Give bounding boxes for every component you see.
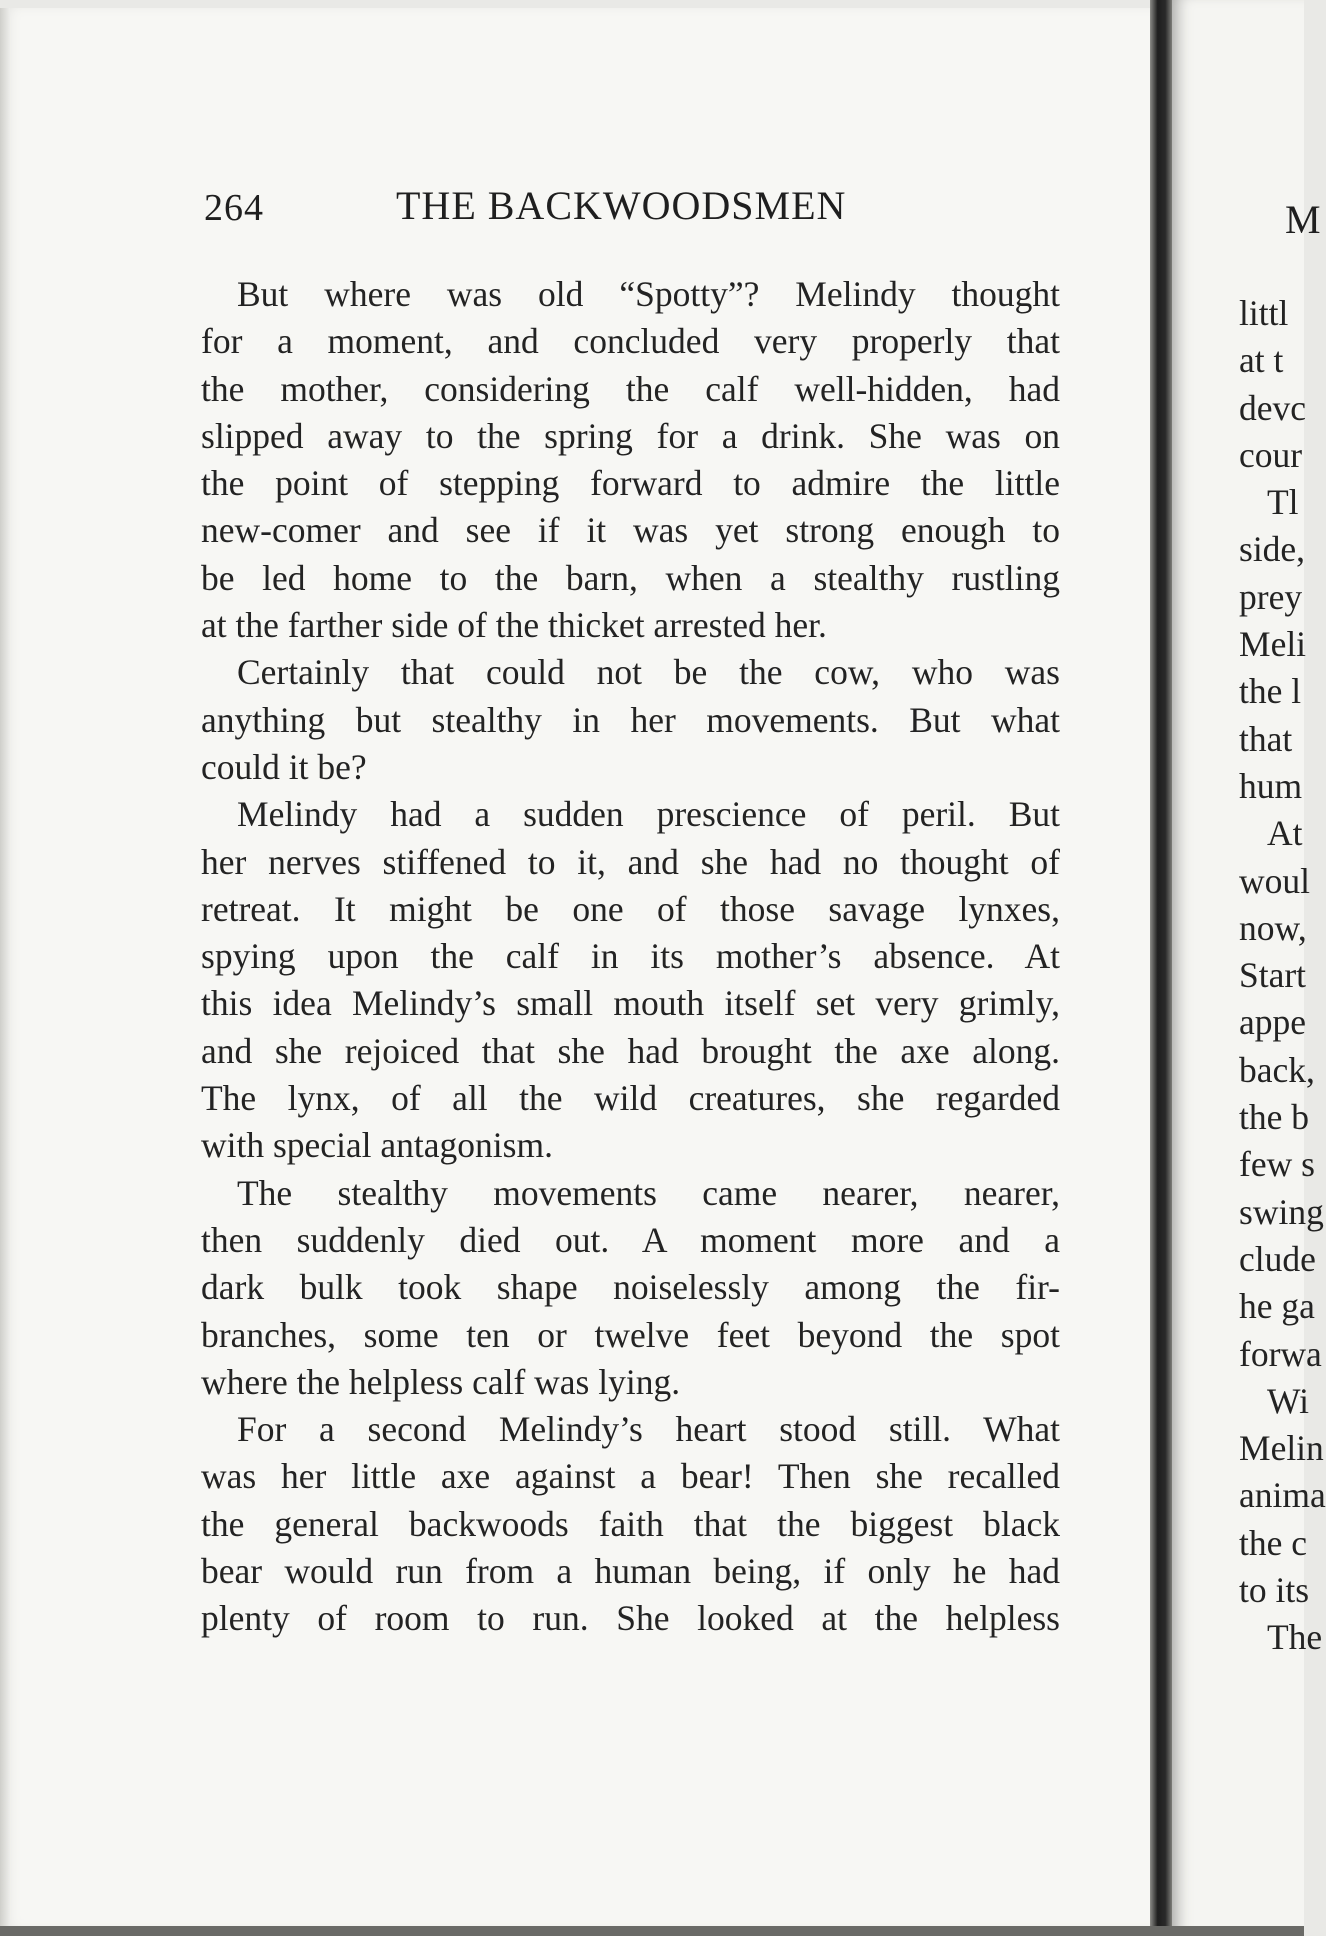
text-line: anything but stealthy in her movements. But what <box>201 699 1060 740</box>
text-line: her nerves stiffened to it, and she had no thought of <box>201 841 1060 882</box>
text-line-fragment: that <box>1239 718 1293 759</box>
paragraph <box>201 1170 1060 1406</box>
text-line-fragment: Melin <box>1239 1428 1324 1469</box>
body-text <box>201 271 1060 1643</box>
text-line: at the farther side of the thicket arrested her. <box>201 605 827 646</box>
text-line: The stealthy movements came nearer, nearer, <box>237 1172 1060 1213</box>
text-line-fragment: Tl <box>1267 482 1299 523</box>
text-line-fragment: littl <box>1239 293 1289 333</box>
text-line: then suddenly died out. A moment more and a <box>201 1219 1060 1260</box>
text-line: slipped away to the spring for a drink. She was on <box>201 415 1060 456</box>
text-line: for a moment, and concluded very properly that <box>201 321 1060 362</box>
right-page-text-fragments <box>1239 290 1326 1662</box>
text-line: The lynx, of all the wild creatures, she regarded <box>201 1078 1060 1119</box>
text-line-fragment: Meli <box>1239 624 1307 665</box>
text-line-fragment: prey <box>1239 576 1303 617</box>
right-running-head-fragment: M <box>1285 197 1321 242</box>
text-line-fragment: the b <box>1239 1097 1309 1138</box>
text-line: and she rejoiced that she had brought the axe along. <box>201 1030 1060 1071</box>
paragraph <box>201 271 1060 649</box>
text-line-fragment: Wi <box>1267 1380 1309 1421</box>
text-line-fragment: anima <box>1239 1475 1326 1516</box>
text-line-fragment: devc <box>1239 387 1307 428</box>
text-line-fragment: side, <box>1239 529 1306 570</box>
text-line-fragment: woul <box>1239 860 1310 901</box>
text-line: spying upon the calf in its mother’s absence. At <box>201 936 1060 977</box>
page-header <box>204 180 1064 240</box>
page-number: 264 <box>204 187 264 229</box>
paragraph <box>201 649 1060 791</box>
text-line-fragment: The <box>1267 1617 1323 1658</box>
text-line-fragment: hum <box>1239 765 1303 806</box>
text-line: dark bulk took shape noiselessly among the fir- <box>201 1267 1060 1308</box>
text-line: the general backwoods faith that the biggest black <box>201 1503 1060 1544</box>
text-line: be led home to the barn, when a stealthy rustling <box>201 557 1060 598</box>
text-line-fragment: back, <box>1239 1049 1315 1090</box>
text-line-fragment: At <box>1267 813 1303 854</box>
text-line: bear would run from a human being, if only he had <box>201 1551 1060 1592</box>
text-line: the point of stepping forward to admire the little <box>201 463 1060 504</box>
text-line: new-comer and see if it was yet strong enough to <box>201 510 1060 551</box>
text-line-fragment: to its <box>1239 1570 1310 1611</box>
text-line-fragment: forwa <box>1239 1333 1322 1374</box>
scan-bottom-edge <box>0 1926 1304 1936</box>
text-line: branches, some ten or twelve feet beyond the spot <box>201 1314 1060 1355</box>
text-line-fragment: clude <box>1239 1238 1316 1279</box>
text-line-fragment: cour <box>1239 434 1303 475</box>
text-line-fragment: he ga <box>1239 1286 1315 1327</box>
text-line: But where was old “Spotty”? Melindy thought <box>237 274 1060 314</box>
text-line-fragment: appe <box>1239 1002 1307 1043</box>
text-line: was her little axe against a bear! Then she recalled <box>201 1456 1060 1497</box>
text-line: For a second Melindy’s heart stood still. What <box>237 1409 1060 1450</box>
text-line: the mother, considering the calf well-hidden, had <box>201 368 1060 409</box>
text-line: Melindy had a sudden prescience of peril. But <box>237 794 1060 835</box>
text-line-fragment: now, <box>1239 907 1307 948</box>
running-head: THE BACKWOODSMEN <box>396 183 847 228</box>
text-line-fragment: Start <box>1239 955 1307 996</box>
text-line: Certainly that could not be the cow, who was <box>237 652 1060 693</box>
paragraph <box>201 791 1060 1169</box>
text-line: this idea Melindy’s small mouth itself set very grimly, <box>201 983 1060 1024</box>
book-gutter <box>1150 0 1172 1936</box>
text-line-fragment: at t <box>1239 340 1284 381</box>
text-line: retreat. It might be one of those savage lynxes, <box>201 888 1060 929</box>
text-line-fragment: few s <box>1239 1144 1315 1185</box>
text-line-fragment: the c <box>1239 1522 1308 1563</box>
text-line: where the helpless calf was lying. <box>201 1361 681 1402</box>
text-line: plenty of room to run. She looked at the helpless <box>201 1598 1060 1639</box>
text-line: with special antagonism. <box>201 1125 553 1166</box>
text-line: could it be? <box>201 746 367 787</box>
paragraph <box>201 1406 1060 1642</box>
text-line-fragment: the l <box>1239 671 1302 712</box>
page-edge-shadow <box>0 8 10 1928</box>
text-line-fragment: swing <box>1239 1191 1324 1232</box>
